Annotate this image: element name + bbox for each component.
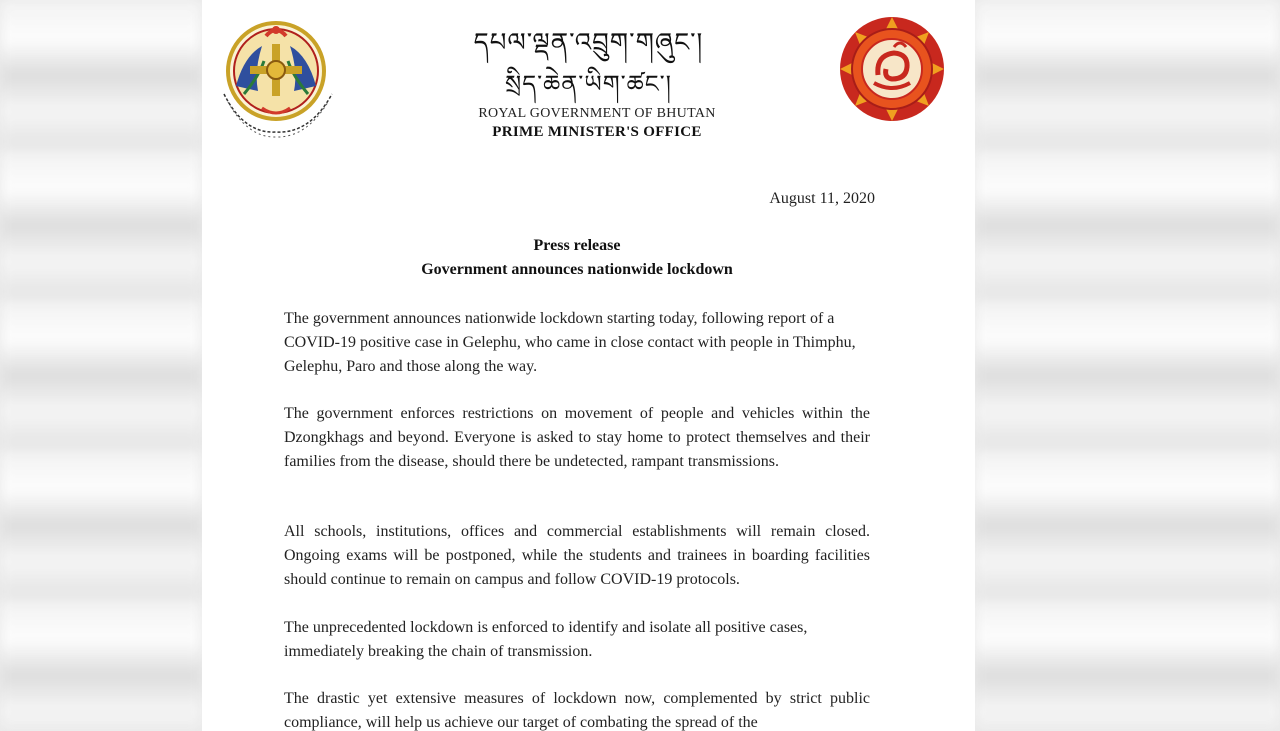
press-release-page [202,0,975,731]
document-heading: Press release [533,237,621,254]
paragraph-2: The government enforces restrictions on movement of people and vehicles within the Dzongkhags and beyond. Everyone is asked to stay home to protect themselves and their families from the disease, should there be undetected, rampant transmissions. [284,405,870,470]
paragraph-4: The unprecedented lockdown is enforced to identify and isolate all positive cases, immediately breaking the chain of transmission. [284,619,808,660]
dzongkha-office: སྲིད་ཆེན་ཡིག་ཚང་། [505,70,672,98]
release-date: August 11, 2020 [769,190,875,207]
paragraph-1: The government announces nationwide lockdown starting today, following report of a COVID-19 positive case in Gelephu, who came in close contact with people in Thimphu, Gelephu, Paro and those along the way. [284,310,856,375]
document-subheading: Government announces nationwide lockdown [421,261,733,278]
background-left [0,0,202,731]
office-name: PRIME MINISTER'S OFFICE [492,124,702,140]
dzongkha-title: དཔལ་ལྡན་འབྲུག་གཞུང་། [473,28,704,58]
paragraph-5: The drastic yet extensive measures of lockdown now, complemented by strict public compliance, will help us achieve our target of combating the spread of the [284,690,870,731]
background-right [975,0,1280,731]
government-name: ROYAL GOVERNMENT OF BHUTAN [478,106,716,121]
pmo-seal-icon [839,16,945,122]
paragraph-3: All schools, institutions, offices and commercial establishments will remain closed. Ongoing exams will be postponed, while the students and trainees in boarding facilities should continue to remain on campus and follow COVID-19 protocols. [284,523,870,588]
